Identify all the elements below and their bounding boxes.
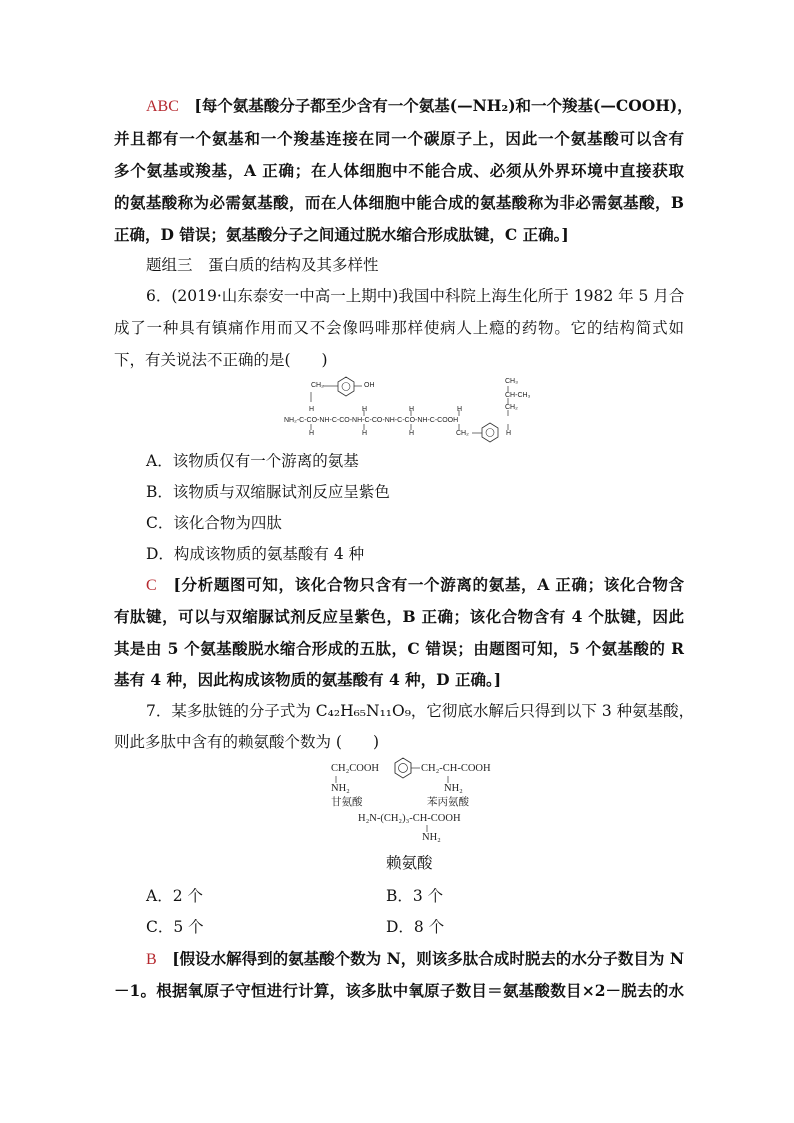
h-label: H [362,406,368,413]
explanation-line: 的氨基酸称为必需氨基酸，而在人体细胞中能合成的氨基酸称为非必需氨基酸，B [114,193,684,212]
h-label: H [309,406,315,413]
answer-label: ABC [146,98,179,115]
option-b: B．3 个 [386,887,444,905]
explanation-line: －1。根据氧原子守恒进行计算，该多肽中氧原子数目＝氨基酸数目×2－脱去的水 [114,981,684,1000]
lysine-nh2: NH₂ [422,832,441,843]
explanation-line: 多个氨基或羧基，A 正确；在人体细胞中不能合成、必须从外界环境中直接获取 [114,161,684,180]
h-label: H [362,430,368,437]
lysine-formula: H₂N-(CH₂)₃-CH-COOH [358,813,461,824]
answer-explanation-line: ABC [每个氨基酸分子都至少含有一个氨基(—NH₂)和一个羧基(—COOH)， [146,96,693,115]
oh-label: OH [364,382,375,389]
explanation-line: 其是由 5 个氨基酸脱水缩合形成的五肽，C 错误；由题图可知，5 个氨基酸的 R [114,639,684,658]
phenylalanine-name: 苯丙氨酸 [427,797,469,808]
answer-explanation-line: B [假设水解得到的氨基酸个数为 N，则该多肽合成时脱去的水分子数目为 N [146,949,684,968]
glycine-nh2: NH₂ [331,783,350,794]
option-c: C．5 个 [146,918,204,936]
option-a: A．该物质仅有一个游离的氨基 [146,452,359,470]
explanation-line: 基有 4 种，因此构成该物质的氨基酸有 4 种，D 正确。] [114,670,502,689]
option-d: D．构成该物质的氨基酸有 4 种 [146,545,365,563]
backbone-label: NH₂-C-CO-NH-C-CO-NH-C-CO-NH-C-CO-NH-C-COOH [284,417,459,424]
phenylalanine-formula: CH₂-CH-COOH [421,763,491,774]
phenylalanine-nh2: NH₂ [444,783,463,794]
h-label: H [409,430,415,437]
option-a: A．2 个 [146,887,203,905]
ch3-label: CH₃ [505,378,518,385]
h-label: H [506,430,512,437]
section-title: 题组三 蛋白质的结构及其多样性 [146,256,379,274]
h-label: H [309,430,315,437]
option-c: C．该化合物为四肽 [146,514,282,532]
lysine-caption: 赖氨酸 [386,854,433,872]
question-line: 6．(2019·山东泰安一中高一上期中)我国中科院上海生化所于 1982 年 5 月合 [146,287,685,305]
question-line: 成了一种具有镇痛作用而又不会像吗啡那样使病人上瘾的药物。它的结构简式如 [114,319,684,337]
question-line: 7．某多肽链的分子式为 C₄₂H₆₅N₁₁O₉，它彻底水解后只得到以下 3 种氨基酸， [146,702,695,720]
question-line: 则此多肽中含有的赖氨酸个数为 ( ) [114,733,380,751]
explanation-line: 正确，D 错误；氨基酸分子之间通过脱水缩合形成肽键，C 正确。] [114,225,569,244]
option-d: D．8 个 [386,918,445,936]
glycine-formula: CH₂COOH [331,763,379,774]
answer-label: B [146,951,157,968]
h-label: H [409,406,415,413]
explanation-line: 有肽键，可以与双缩脲试剂反应呈紫色，B 正确；该化合物含有 4 个肽键，因此 [114,607,684,626]
answer-explanation-line: C [分析题图可知，该化合物只含有一个游离的氨基，A 正确；该化合物含 [146,575,684,594]
ch-ch3-label: CH-CH₃ [505,392,531,399]
ch2-label: CH₂ [311,382,324,389]
glycine-name: 甘氨酸 [331,797,363,808]
ch2-bottom-label: CH₂ [456,430,469,437]
question-line: 下，有关说法不正确的是( ) [114,351,328,369]
explanation-line: 并且都有一个氨基和一个羧基连接在同一个碳原子上，因此一个氨基酸可以含有 [114,129,684,148]
option-b: B．该物质与双缩脲试剂反应呈紫色 [146,483,390,501]
ch2-label: CH₂ [505,404,518,411]
answer-label: C [146,577,157,594]
h-label: H [457,406,463,413]
